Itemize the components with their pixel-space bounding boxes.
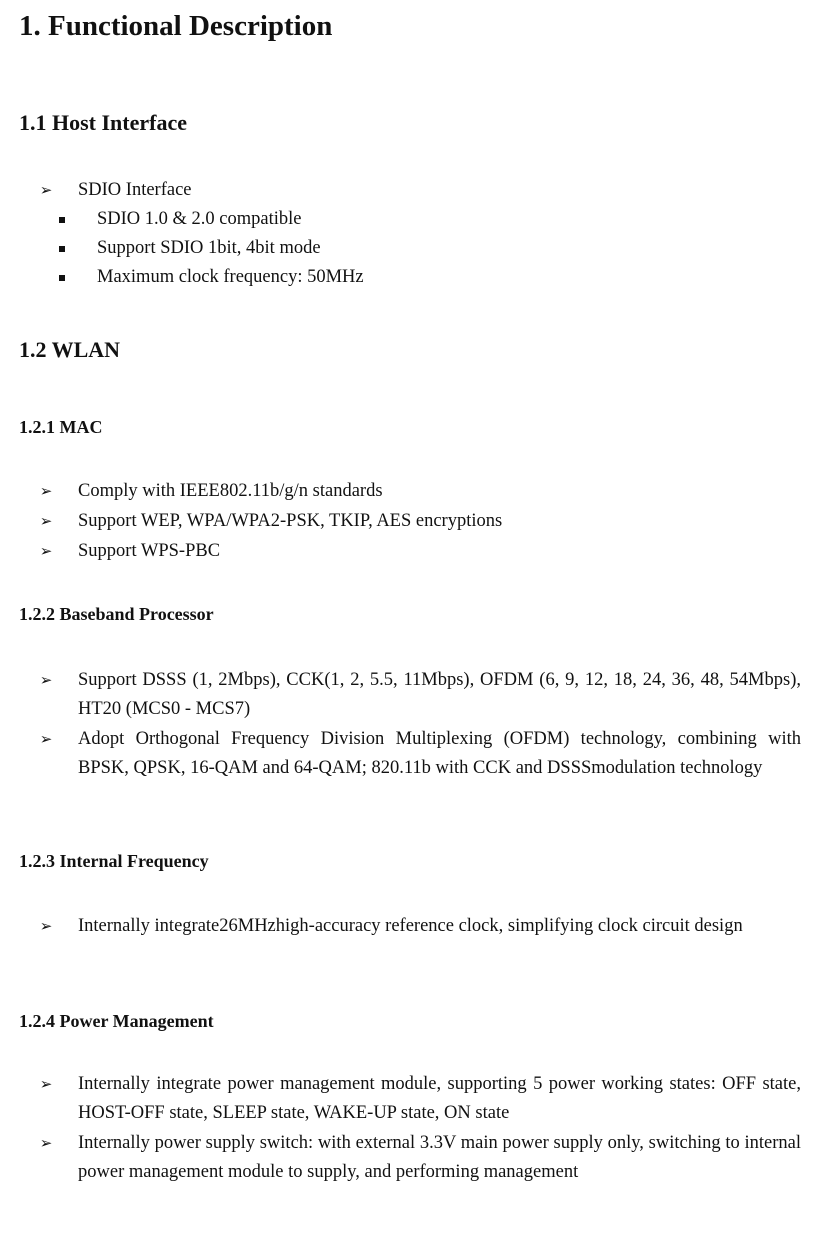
arrow-bullet-icon: ➢ — [39, 1134, 53, 1152]
arrow-bullet-icon: ➢ — [39, 730, 53, 748]
square-bullet-icon — [59, 275, 65, 281]
heading-baseband-processor: 1.2.2 Baseband Processor — [19, 604, 214, 624]
heading-wlan: 1.2 WLAN — [19, 337, 121, 362]
square-bullet-icon — [59, 246, 65, 252]
arrow-bullet-icon: ➢ — [39, 917, 53, 935]
square-bullet-icon — [59, 217, 65, 223]
list-item-sdio-interface: ➢ SDIO Interface — [35, 176, 801, 205]
sub-item: SDIO 1.0 & 2.0 compatible — [59, 205, 799, 234]
list-item: ➢ Support DSSS (1, 2Mbps), CCK(1, 2, 5.5, 11Mbps), OFDM (6, 9, 12, 18, 24, 36, 48, 54Mbps), HT20 (MCS0 - MCS7) — [35, 666, 801, 724]
list-item: ➢ Internally power supply switch: with external 3.3V main power supply only, switching to internal power management module to supply, and performing management — [35, 1129, 801, 1187]
list-item: ➢ Comply with IEEE802.11b/g/n standards — [35, 477, 801, 506]
sub-item: Maximum clock frequency: 50MHz — [59, 263, 799, 292]
list-item: ➢ Internally integrate26MHzhigh-accuracy reference clock, simplifying clock circuit design — [35, 912, 801, 941]
page-title: 1. Functional Description — [19, 10, 333, 42]
list-item: ➢ Support WEP, WPA/WPA2-PSK, TKIP, AES encryptions — [35, 507, 801, 536]
heading-internal-frequency: 1.2.3 Internal Frequency — [19, 851, 209, 871]
list-item: ➢ Internally integrate power management module, supporting 5 power working states: OFF state, HOST-OFF state, SLEEP state, WAKE-UP state, ON state — [35, 1070, 801, 1128]
heading-host-interface: 1.1 Host Interface — [19, 110, 188, 135]
list-item: ➢ Adopt Orthogonal Frequency Division Multiplexing (OFDM) technology, combining with BPSK, QPSK, 16-QAM and 64-QAM; 820.11b with CCK and DSSSmodulation technology — [35, 725, 801, 783]
arrow-bullet-icon: ➢ — [39, 671, 53, 689]
heading-mac: 1.2.1 MAC — [19, 417, 103, 437]
arrow-bullet-icon: ➢ — [39, 181, 53, 199]
arrow-bullet-icon: ➢ — [39, 512, 53, 530]
arrow-bullet-icon: ➢ — [39, 1075, 53, 1093]
arrow-bullet-icon: ➢ — [39, 482, 53, 500]
arrow-bullet-icon: ➢ — [39, 542, 53, 560]
sub-item: Support SDIO 1bit, 4bit mode — [59, 234, 799, 263]
list-item: ➢ Support WPS-PBC — [35, 537, 801, 566]
heading-power-management: 1.2.4 Power Management — [19, 1011, 214, 1031]
